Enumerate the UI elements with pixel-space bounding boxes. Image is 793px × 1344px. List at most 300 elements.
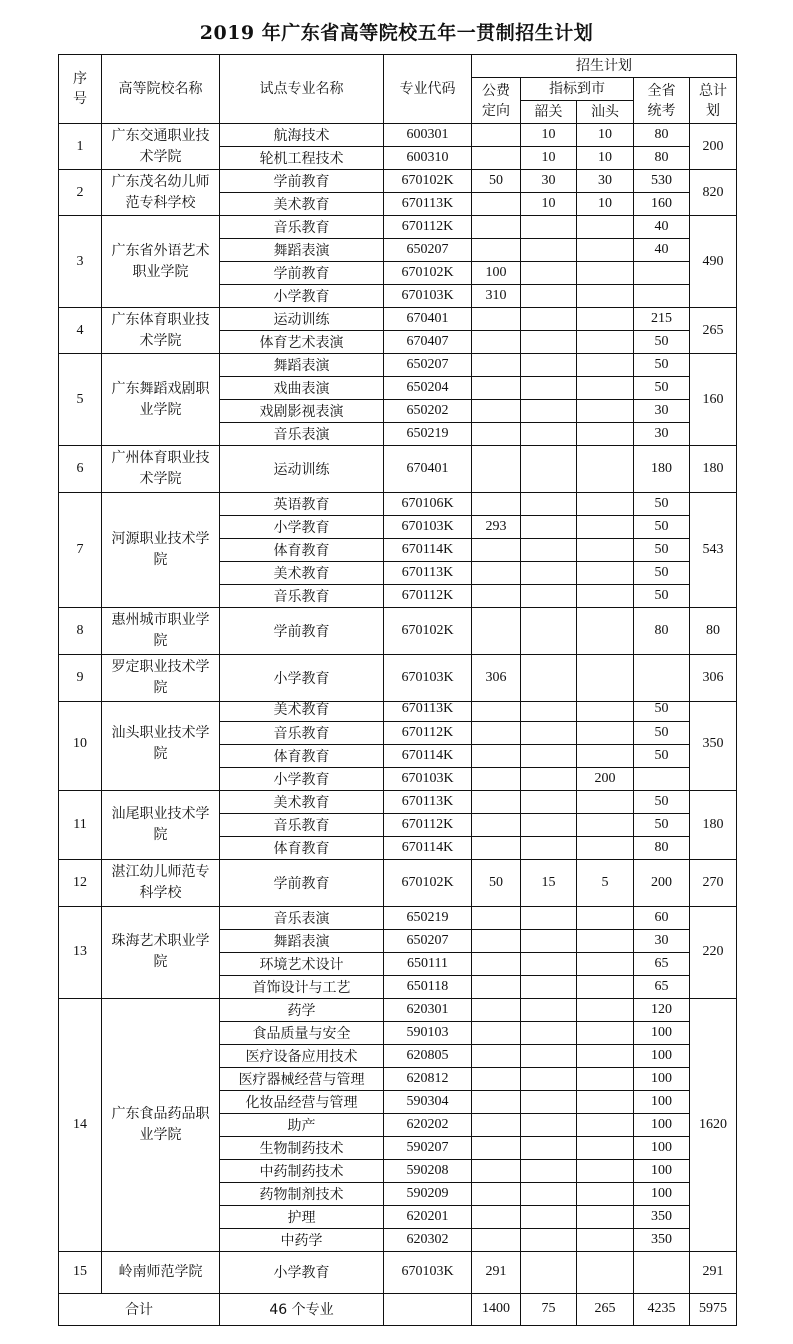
school-total: 200 (690, 124, 737, 170)
school-name: 湛江幼儿师范专科学校 (102, 859, 220, 906)
shaoguan-quota (521, 562, 577, 585)
table-row (59, 124, 737, 147)
public-quota (472, 400, 521, 423)
page-title: 2019 年广东省高等院校五年一贯制招生计划 (199, 22, 594, 44)
province-quota: 100 (634, 1067, 690, 1090)
shaoguan-quota: 15 (521, 859, 577, 906)
public-quota (472, 721, 521, 744)
public-quota: 291 (472, 1251, 521, 1293)
school-name: 广东省外语艺术职业学院 (102, 216, 220, 308)
shantou-quota: 10 (577, 147, 634, 170)
public-quota (472, 562, 521, 585)
major-code: 620202 (384, 1113, 472, 1136)
province-quota: 100 (634, 1090, 690, 1113)
shaoguan-quota: 30 (521, 170, 577, 193)
major-code: 650207 (384, 239, 472, 262)
school-seq: 15 (59, 1251, 102, 1293)
shantou-quota (577, 446, 634, 493)
major-code: 620301 (384, 998, 472, 1021)
public-quota (472, 1021, 521, 1044)
major-name: 运动训练 (220, 308, 384, 331)
school-name: 珠海艺术职业学院 (102, 906, 220, 998)
shantou-quota (577, 562, 634, 585)
shantou-quota (577, 790, 634, 813)
province-quota: 120 (634, 998, 690, 1021)
province-quota: 80 (634, 836, 690, 859)
major-code: 650202 (384, 400, 472, 423)
shantou-quota: 5 (577, 859, 634, 906)
major-name: 体育教育 (220, 744, 384, 767)
school-seq: 12 (59, 859, 102, 906)
shantou-quota (577, 308, 634, 331)
major-name: 舞蹈表演 (220, 354, 384, 377)
total-province: 4235 (634, 1293, 690, 1325)
shantou-quota (577, 285, 634, 308)
province-quota: 50 (634, 493, 690, 516)
major-name: 音乐表演 (220, 423, 384, 446)
major-name: 体育艺术表演 (220, 331, 384, 354)
school-seq: 11 (59, 790, 102, 859)
major-code: 670114K (384, 744, 472, 767)
shaoguan-quota (521, 1136, 577, 1159)
major-name: 小学教育 (220, 655, 384, 702)
shantou-quota (577, 1090, 634, 1113)
shantou-quota (577, 1113, 634, 1136)
shaoguan-quota (521, 721, 577, 744)
total-majors-count: 46 个专业 (220, 1293, 384, 1325)
shaoguan-quota (521, 1090, 577, 1113)
shantou-quota (577, 400, 634, 423)
province-quota: 50 (634, 721, 690, 744)
shaoguan-quota: 10 (521, 147, 577, 170)
major-name: 美术教育 (220, 562, 384, 585)
table-row (59, 170, 737, 193)
major-code: 670106K (384, 493, 472, 516)
major-code: 670114K (384, 539, 472, 562)
table-row (59, 216, 737, 239)
public-quota (472, 813, 521, 836)
major-name: 护理 (220, 1205, 384, 1228)
province-quota: 50 (634, 516, 690, 539)
school-total: 265 (690, 308, 737, 354)
shaoguan-quota (521, 767, 577, 790)
public-quota (472, 216, 521, 239)
major-code: 670112K (384, 721, 472, 744)
major-name: 中药学 (220, 1228, 384, 1251)
major-name: 运动训练 (220, 446, 384, 493)
shaoguan-quota (521, 1021, 577, 1044)
table-row (59, 1251, 737, 1293)
header-code: 专业代码 (384, 55, 472, 124)
public-quota (472, 1044, 521, 1067)
shantou-quota (577, 1182, 634, 1205)
shantou-quota: 10 (577, 193, 634, 216)
shantou-quota (577, 377, 634, 400)
shaoguan-quota (521, 906, 577, 929)
major-name: 英语教育 (220, 493, 384, 516)
province-quota: 50 (634, 698, 690, 721)
school-name: 汕尾职业技术学院 (102, 790, 220, 859)
public-quota: 310 (472, 285, 521, 308)
shaoguan-quota (521, 423, 577, 446)
school-total: 1620 (690, 998, 737, 1251)
shaoguan-quota (521, 1067, 577, 1090)
shantou-quota (577, 1159, 634, 1182)
province-quota: 50 (634, 377, 690, 400)
province-quota: 40 (634, 216, 690, 239)
school-total: 180 (690, 446, 737, 493)
shantou-quota: 30 (577, 170, 634, 193)
major-code: 670103K (384, 285, 472, 308)
province-quota: 80 (634, 147, 690, 170)
public-quota (472, 446, 521, 493)
shantou-quota (577, 1228, 634, 1251)
public-quota (472, 906, 521, 929)
school-seq: 6 (59, 446, 102, 493)
school-name: 广州体育职业技术学院 (102, 446, 220, 493)
major-name: 音乐教育 (220, 216, 384, 239)
school-name: 罗定职业技术学院 (102, 655, 220, 702)
major-name: 轮机工程技术 (220, 147, 384, 170)
public-quota: 293 (472, 516, 521, 539)
school-seq: 2 (59, 170, 102, 216)
major-name: 音乐教育 (220, 813, 384, 836)
shantou-quota (577, 698, 634, 721)
public-quota (472, 1205, 521, 1228)
public-quota (472, 585, 521, 608)
major-code: 650207 (384, 354, 472, 377)
school-name: 惠州城市职业学院 (102, 608, 220, 655)
total-row (59, 1293, 737, 1325)
shaoguan-quota (521, 493, 577, 516)
major-code: 670112K (384, 585, 472, 608)
school-total: 820 (690, 170, 737, 216)
shaoguan-quota (521, 216, 577, 239)
province-quota: 50 (634, 790, 690, 813)
table-body-part-1 (59, 124, 737, 702)
table-row (59, 906, 737, 929)
province-quota: 50 (634, 585, 690, 608)
province-quota (634, 655, 690, 702)
province-quota: 30 (634, 423, 690, 446)
major-name: 学前教育 (220, 262, 384, 285)
shaoguan-quota (521, 539, 577, 562)
major-code: 670112K (384, 813, 472, 836)
major-name: 体育教育 (220, 836, 384, 859)
major-name: 食品质量与安全 (220, 1021, 384, 1044)
major-code: 650111 (384, 952, 472, 975)
major-name: 药学 (220, 998, 384, 1021)
school-seq: 13 (59, 906, 102, 998)
shantou-quota: 200 (577, 767, 634, 790)
public-quota (472, 1067, 521, 1090)
shaoguan-quota (521, 1205, 577, 1228)
school-name: 广东体育职业技术学院 (102, 308, 220, 354)
province-quota (634, 767, 690, 790)
school-total: 490 (690, 216, 737, 308)
public-quota (472, 423, 521, 446)
major-code: 670112K (384, 216, 472, 239)
enrollment-table-part-1 (58, 54, 737, 702)
shantou-quota (577, 539, 634, 562)
major-name: 学前教育 (220, 608, 384, 655)
shantou-quota (577, 1021, 634, 1044)
major-name: 生物制药技术 (220, 1136, 384, 1159)
shaoguan-quota: 10 (521, 193, 577, 216)
major-code: 600310 (384, 147, 472, 170)
public-quota: 306 (472, 655, 521, 702)
school-name: 汕头职业技术学院 (102, 698, 220, 790)
province-quota: 60 (634, 906, 690, 929)
major-name: 学前教育 (220, 170, 384, 193)
public-quota (472, 1228, 521, 1251)
shantou-quota (577, 585, 634, 608)
school-seq: 4 (59, 308, 102, 354)
major-code: 670103K (384, 1251, 472, 1293)
public-quota (472, 929, 521, 952)
province-quota: 100 (634, 1021, 690, 1044)
table-row (59, 859, 737, 906)
school-seq: 9 (59, 655, 102, 702)
major-code: 620302 (384, 1228, 472, 1251)
school-total: 350 (690, 698, 737, 790)
public-quota (472, 998, 521, 1021)
major-code: 670113K (384, 790, 472, 813)
province-quota: 180 (634, 446, 690, 493)
shaoguan-quota: 10 (521, 124, 577, 147)
shaoguan-quota (521, 608, 577, 655)
shantou-quota (577, 216, 634, 239)
major-name: 小学教育 (220, 767, 384, 790)
major-code: 670113K (384, 562, 472, 585)
major-name: 舞蹈表演 (220, 239, 384, 262)
public-quota (472, 1113, 521, 1136)
public-quota: 50 (472, 170, 521, 193)
public-quota (472, 744, 521, 767)
shantou-quota (577, 813, 634, 836)
public-quota (472, 1182, 521, 1205)
major-code: 670103K (384, 516, 472, 539)
major-code: 620805 (384, 1044, 472, 1067)
shaoguan-quota (521, 998, 577, 1021)
header-quota-city: 指标到市 (521, 78, 634, 101)
major-name: 首饰设计与工艺 (220, 975, 384, 998)
province-quota: 100 (634, 1044, 690, 1067)
table-row (59, 790, 737, 813)
major-name: 小学教育 (220, 285, 384, 308)
shaoguan-quota (521, 585, 577, 608)
major-name: 音乐教育 (220, 585, 384, 608)
province-quota: 100 (634, 1113, 690, 1136)
major-name: 小学教育 (220, 516, 384, 539)
public-quota (472, 608, 521, 655)
shaoguan-quota (521, 377, 577, 400)
province-quota: 30 (634, 400, 690, 423)
school-name: 河源职业技术学院 (102, 493, 220, 608)
table-row (59, 354, 737, 377)
school-name: 广东交通职业技术学院 (102, 124, 220, 170)
major-name: 小学教育 (220, 1251, 384, 1293)
province-quota: 80 (634, 124, 690, 147)
table-row (59, 698, 737, 721)
province-quota: 40 (634, 239, 690, 262)
public-quota (472, 1159, 521, 1182)
province-quota: 160 (634, 193, 690, 216)
shaoguan-quota (521, 1044, 577, 1067)
major-name: 戏曲表演 (220, 377, 384, 400)
province-quota: 50 (634, 562, 690, 585)
province-quota: 350 (634, 1228, 690, 1251)
major-code: 670103K (384, 655, 472, 702)
shaoguan-quota (521, 952, 577, 975)
table-row (59, 998, 737, 1021)
public-quota (472, 308, 521, 331)
major-name: 美术教育 (220, 193, 384, 216)
major-name: 药物制剂技术 (220, 1182, 384, 1205)
major-name: 医疗设备应用技术 (220, 1044, 384, 1067)
public-quota (472, 952, 521, 975)
major-name: 美术教育 (220, 790, 384, 813)
province-quota (634, 262, 690, 285)
province-quota (634, 285, 690, 308)
shantou-quota (577, 929, 634, 952)
major-code: 670102K (384, 859, 472, 906)
public-quota (472, 354, 521, 377)
shantou-quota: 10 (577, 124, 634, 147)
header-shantou: 汕头 (577, 101, 634, 124)
shaoguan-quota (521, 929, 577, 952)
shantou-quota (577, 744, 634, 767)
major-code: 670401 (384, 308, 472, 331)
province-quota: 200 (634, 859, 690, 906)
major-name: 助产 (220, 1113, 384, 1136)
major-name: 化妆品经营与管理 (220, 1090, 384, 1113)
province-quota: 50 (634, 813, 690, 836)
shaoguan-quota (521, 813, 577, 836)
major-name: 医疗器械经营与管理 (220, 1067, 384, 1090)
table-row (59, 446, 737, 493)
public-quota (472, 239, 521, 262)
shantou-quota (577, 721, 634, 744)
province-quota: 50 (634, 354, 690, 377)
province-quota: 100 (634, 1159, 690, 1182)
school-seq: 14 (59, 998, 102, 1251)
major-name: 美术教育 (220, 698, 384, 721)
shantou-quota (577, 331, 634, 354)
school-seq: 7 (59, 493, 102, 608)
shaoguan-quota (521, 744, 577, 767)
public-quota (472, 698, 521, 721)
school-total: 543 (690, 493, 737, 608)
major-code: 590304 (384, 1090, 472, 1113)
total-shantou: 265 (577, 1293, 634, 1325)
province-quota: 50 (634, 331, 690, 354)
major-code: 590209 (384, 1182, 472, 1205)
school-name: 广东舞蹈戏剧职业学院 (102, 354, 220, 446)
major-code: 650219 (384, 906, 472, 929)
public-quota: 50 (472, 859, 521, 906)
shaoguan-quota (521, 331, 577, 354)
major-code: 670103K (384, 767, 472, 790)
shaoguan-quota (521, 1159, 577, 1182)
major-code: 590207 (384, 1136, 472, 1159)
province-quota: 65 (634, 975, 690, 998)
shaoguan-quota (521, 516, 577, 539)
shantou-quota (577, 1205, 634, 1228)
public-quota (472, 767, 521, 790)
shantou-quota (577, 354, 634, 377)
public-quota (472, 377, 521, 400)
public-quota (472, 975, 521, 998)
shaoguan-quota (521, 400, 577, 423)
major-code: 650118 (384, 975, 472, 998)
total-shaoguan: 75 (521, 1293, 577, 1325)
school-total: 270 (690, 859, 737, 906)
school-seq: 5 (59, 354, 102, 446)
header-seq: 序号 (59, 55, 102, 124)
major-code: 670114K (384, 836, 472, 859)
public-quota (472, 836, 521, 859)
public-quota (472, 1136, 521, 1159)
school-seq: 8 (59, 608, 102, 655)
school-seq: 1 (59, 124, 102, 170)
shaoguan-quota (521, 836, 577, 859)
school-seq: 10 (59, 698, 102, 790)
shaoguan-quota (521, 1251, 577, 1293)
shaoguan-quota (521, 790, 577, 813)
shantou-quota (577, 1136, 634, 1159)
province-quota: 350 (634, 1205, 690, 1228)
shaoguan-quota (521, 698, 577, 721)
header-major: 试点专业名称 (220, 55, 384, 124)
major-code: 620812 (384, 1067, 472, 1090)
major-code: 670407 (384, 331, 472, 354)
shantou-quota (577, 493, 634, 516)
public-quota (472, 790, 521, 813)
shantou-quota (577, 423, 634, 446)
major-name: 音乐教育 (220, 721, 384, 744)
shaoguan-quota (521, 655, 577, 702)
header-public: 公费定向 (472, 78, 521, 124)
shaoguan-quota (521, 308, 577, 331)
shaoguan-quota (521, 1228, 577, 1251)
shantou-quota (577, 262, 634, 285)
total-plan: 5975 (690, 1293, 737, 1325)
major-code: 670113K (384, 698, 472, 721)
shantou-quota (577, 906, 634, 929)
shaoguan-quota (521, 446, 577, 493)
major-code: 670401 (384, 446, 472, 493)
shantou-quota (577, 608, 634, 655)
major-name: 航海技术 (220, 124, 384, 147)
shaoguan-quota (521, 239, 577, 262)
shaoguan-quota (521, 1113, 577, 1136)
major-code: 650207 (384, 929, 472, 952)
school-total: 220 (690, 906, 737, 998)
shantou-quota (577, 975, 634, 998)
province-quota: 50 (634, 539, 690, 562)
province-quota: 65 (634, 952, 690, 975)
shantou-quota (577, 952, 634, 975)
total-label: 合计 (59, 1293, 220, 1325)
header-total: 总计划 (690, 78, 737, 124)
province-quota: 100 (634, 1136, 690, 1159)
school-name: 广东食品药品职业学院 (102, 998, 220, 1251)
public-quota: 100 (472, 262, 521, 285)
table-body-part-2 (59, 698, 737, 1293)
school-name: 广东茂名幼儿师范专科学校 (102, 170, 220, 216)
major-name: 舞蹈表演 (220, 929, 384, 952)
